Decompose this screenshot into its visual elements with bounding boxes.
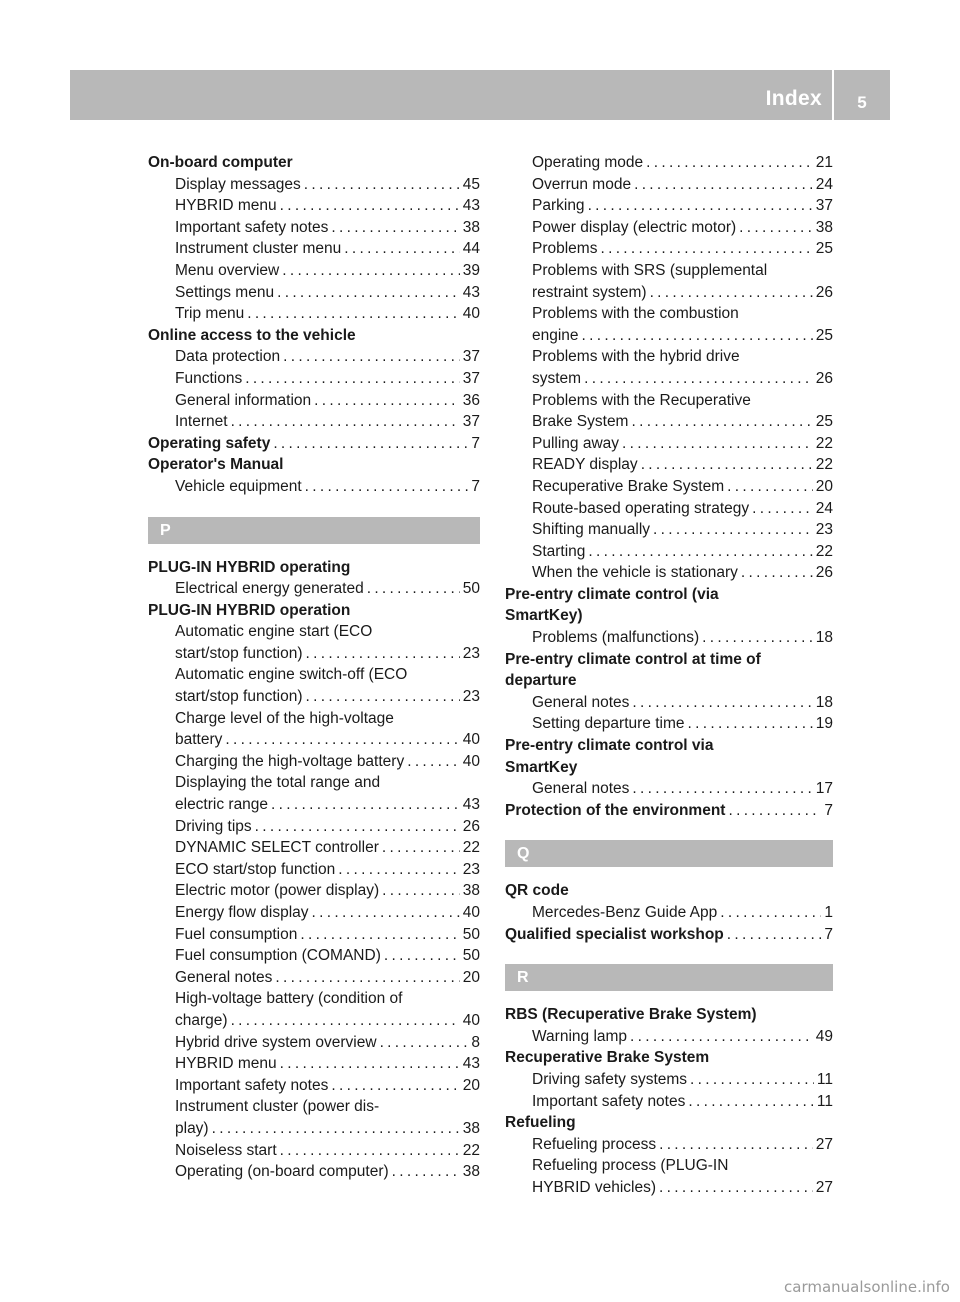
leader-dots [384,945,460,967]
leader-dots [212,1118,460,1140]
header-bar [70,70,832,120]
leader-dots [659,1177,813,1199]
index-subentry[interactable] [148,837,480,859]
entry-label: Refueling process [532,1135,657,1153]
index-subentry[interactable] [148,217,480,239]
page-reference[interactable]: 26 [462,817,480,835]
leader-dots [331,1075,459,1097]
index-subentry[interactable] [505,390,833,433]
index-subentry[interactable] [148,1053,480,1075]
page-reference[interactable]: 7 [471,434,480,452]
index-subentry[interactable] [505,541,833,563]
index-subentry[interactable] [148,1096,480,1139]
leader-dots [271,794,460,816]
entry-label: General notes [532,780,630,798]
index-heading [505,735,833,778]
page-reference[interactable]: 26 [815,564,833,582]
entry-label-cont: play) [175,1119,209,1137]
entry-label: Charge level of the high-voltage [175,709,394,727]
index-subentry[interactable] [505,195,833,217]
page-reference[interactable]: 25 [815,326,833,344]
leader-dots [280,195,460,217]
index-subentry[interactable] [148,238,480,260]
entry-label: Operating (on-board computer) [175,1163,389,1181]
leader-dots [331,217,459,239]
page-reference[interactable]: 26 [815,369,833,387]
page-reference[interactable]: 43 [462,283,480,301]
leader-dots [702,627,813,649]
entry-label: Protection of the environment [505,801,726,819]
entry-label-cont: system [532,369,582,387]
entry-label: Problems with SRS (supplemental [532,261,768,279]
page-reference[interactable]: 37 [462,413,480,431]
page-reference[interactable]: 25 [815,413,833,431]
leader-dots [312,902,460,924]
index-subentry[interactable] [505,627,833,649]
leader-dots [273,433,468,455]
leader-dots [727,924,822,946]
index-subentry[interactable] [148,174,480,196]
entry-label: Refueling [505,1114,576,1132]
index-subentry[interactable] [148,772,480,815]
leader-dots [720,902,821,924]
index-subentry[interactable] [148,303,480,325]
entry-label: Warning lamp [532,1027,628,1045]
index-subentry[interactable] [148,664,480,707]
leader-dots [231,411,460,433]
page-reference[interactable]: 20 [815,477,833,495]
page-reference[interactable]: 23 [815,521,833,539]
leader-dots [392,1161,460,1183]
page-reference[interactable]: 8 [471,1033,480,1051]
entry-label: HYBRID menu [175,197,277,215]
index-column-left [148,152,480,1183]
index-subentry[interactable] [148,1140,480,1162]
entry-label: Charging the high-voltage battery [175,752,405,770]
index-subentry[interactable] [505,519,833,541]
index-subentry[interactable] [148,346,480,368]
page-reference[interactable]: 22 [815,456,833,474]
index-subentry[interactable] [505,1134,833,1156]
page-reference[interactable]: 18 [815,693,833,711]
leader-dots [245,368,460,390]
entry-label: ECO start/stop function [175,860,336,878]
entry-label: Instrument cluster (power dis- [175,1098,380,1116]
page-reference[interactable]: 20 [462,1076,480,1094]
entry-label: High-voltage battery (condition of [175,990,403,1008]
leader-dots [306,643,460,665]
index-heading [505,649,833,692]
entry-label: On-board computer [148,154,293,171]
page-reference[interactable]: 22 [815,542,833,560]
leader-dots [632,778,812,800]
entry-label: Automatic engine switch-off (ECO [175,666,408,684]
index-subentry[interactable] [148,988,480,1031]
index-subentry[interactable] [505,1091,833,1113]
index-subentry[interactable] [148,751,480,773]
entry-label: Menu overview [175,261,280,279]
entry-label: Setting departure time [532,715,685,733]
index-subentry[interactable] [505,476,833,498]
leader-dots [344,238,459,260]
entry-label-cont: battery [175,731,223,749]
entry-label: Overrun mode [532,175,632,193]
entry-label: Data protection [175,348,281,366]
entry-label: Route-based operating strategy [532,499,750,517]
page-reference[interactable]: 37 [462,348,480,366]
leader-dots [282,260,460,282]
entry-label: Settings menu [175,283,275,301]
leader-dots [631,411,812,433]
index-subentry[interactable] [148,859,480,881]
entry-label: Operating mode [532,154,644,171]
entry-label: Problems with the combustion [532,305,739,323]
entry-label: Mercedes-Benz Guide App [532,904,718,921]
leader-dots [314,390,460,412]
page-reference[interactable]: 40 [462,731,480,749]
entry-label: General notes [532,693,630,711]
index-subentry[interactable] [505,303,833,346]
index-subentry[interactable] [148,1075,480,1097]
leader-dots [634,174,813,196]
entry-label: Important safety notes [175,218,329,236]
page-reference[interactable]: 40 [462,752,480,770]
index-heading[interactable] [505,800,833,822]
entry-label: Qualified specialist workshop [505,925,724,943]
page-reference[interactable]: 27 [815,1135,833,1153]
entry-label: Pre-entry climate control (via [505,585,719,603]
entry-label: HYBRID menu [175,1055,277,1073]
entry-label: Automatic engine start (ECO [175,623,373,641]
entry-label: Fuel consumption [175,925,298,943]
entry-label: General notes [175,968,273,986]
entry-label: Electric motor (power display) [175,882,380,900]
index-subentry[interactable] [148,1032,480,1054]
index-subentry[interactable] [505,713,833,735]
entry-label-cont: charge) [175,1011,228,1029]
page-reference[interactable]: 49 [815,1027,833,1045]
index-subentry[interactable] [505,346,833,389]
index-subentry[interactable] [505,1026,833,1048]
entry-label: DYNAMIC SELECT controller [175,839,379,857]
entry-label: Operator's Manual [148,456,284,474]
leader-dots [688,713,813,735]
index-subentry[interactable] [505,454,833,476]
index-subentry[interactable] [505,217,833,239]
index-heading[interactable] [148,433,480,455]
index-heading [148,557,480,579]
page-reference[interactable]: 50 [462,947,480,965]
index-subentry[interactable] [505,152,833,174]
index-subentry[interactable] [148,902,480,924]
entry-label: Important safety notes [532,1092,686,1110]
leader-dots [280,1053,460,1075]
entry-label: Problems [532,240,598,258]
leader-dots [305,476,469,498]
index-subentry[interactable] [505,778,833,800]
page-reference[interactable]: 43 [462,197,480,215]
entry-label-cont: Brake System [532,413,629,431]
page-reference[interactable]: 23 [462,860,480,878]
page-reference[interactable]: 50 [462,580,480,598]
entry-label: General information [175,391,312,409]
leader-dots [622,433,813,455]
page-number: 5 [857,93,867,112]
page-reference[interactable]: 20 [462,968,480,986]
leader-dots [275,967,459,989]
entry-label: Instrument cluster menu [175,240,342,258]
leader-dots [407,751,460,773]
page-reference[interactable]: 22 [462,1141,480,1159]
page-reference[interactable]: 38 [815,218,833,236]
leader-dots [650,282,813,304]
entry-label: Trip menu [175,305,245,323]
index-subentry[interactable] [148,578,480,600]
section-letter-r: R [505,964,833,991]
entry-label: Electrical energy generated [175,580,364,598]
leader-dots [255,816,460,838]
watermark: carmanualsonline.info [784,1278,950,1296]
index-heading[interactable] [505,924,833,946]
entry-label: Pre-entry climate control at time of [505,650,761,668]
leader-dots [338,859,460,881]
page-reference[interactable]: 26 [815,283,833,301]
index-subentry[interactable] [148,282,480,304]
entry-label: Driving safety systems [532,1070,688,1088]
leader-dots [588,195,813,217]
entry-label: READY display [532,456,638,474]
leader-dots [225,729,459,751]
index-heading [148,325,480,347]
entry-label: QR code [505,882,569,900]
page-reference[interactable]: 38 [462,218,480,236]
leader-dots [588,541,812,563]
page-reference[interactable]: 23 [462,644,480,662]
index-subentry[interactable] [148,195,480,217]
entry-label: Internet [175,413,228,431]
section-letter-p: P [148,517,480,544]
page-reference[interactable]: 1 [824,904,833,921]
entry-label: Recuperative Brake System [532,477,725,495]
page-reference[interactable]: 37 [462,369,480,387]
leader-dots [741,562,813,584]
leader-dots [659,1134,813,1156]
index-heading [148,152,480,174]
entry-label: Refueling process (PLUG-IN [532,1157,729,1175]
entry-label: Important safety notes [175,1076,329,1094]
leader-dots [630,1026,813,1048]
entry-label: Driving tips [175,817,252,835]
index-subentry[interactable] [505,238,833,260]
leader-dots [231,1010,460,1032]
leader-dots [727,476,813,498]
index-subentry[interactable] [148,708,480,751]
page-reference[interactable]: 17 [815,780,833,798]
index-subentry[interactable] [148,390,480,412]
entry-label: Problems with the hybrid drive [532,348,740,366]
page-reference[interactable]: 37 [815,197,833,215]
index-heading [505,1047,833,1069]
page-reference[interactable]: 40 [462,305,480,323]
leader-dots [600,238,812,260]
index-subentry[interactable] [505,902,833,924]
leader-dots [752,498,813,520]
leader-dots [653,519,813,541]
page-reference[interactable]: 45 [462,175,480,193]
leader-dots [277,282,460,304]
page-reference[interactable]: 18 [815,629,833,647]
index-subentry[interactable] [148,260,480,282]
index-column-right [505,152,833,1199]
leader-dots [641,454,813,476]
page-title: Index [765,87,822,110]
entry-label: When the vehicle is stationary [532,564,738,582]
page-reference[interactable]: 7 [824,925,833,943]
index-subentry[interactable] [148,621,480,664]
page-reference[interactable]: 38 [462,882,480,900]
leader-dots [584,368,813,390]
page-reference[interactable]: 36 [462,391,480,409]
leader-dots [739,217,813,239]
entry-label-cont: HYBRID vehicles) [532,1178,657,1196]
entry-label: Functions [175,369,243,387]
leader-dots [300,924,459,946]
page-reference[interactable]: 19 [815,715,833,733]
page-reference[interactable]: 24 [815,499,833,517]
page-reference[interactable]: 7 [824,801,833,819]
entry-label-cont: start/stop function) [175,688,303,706]
page-reference[interactable]: 43 [462,1055,480,1073]
leader-dots [688,1091,814,1113]
page-reference[interactable]: 22 [462,839,480,857]
page-reference[interactable]: 44 [462,240,480,258]
index-subentry[interactable] [148,368,480,390]
entry-label: Vehicle equipment [175,477,302,495]
entry-label: Problems (malfunctions) [532,629,700,647]
leader-dots [382,837,460,859]
index-heading [505,880,833,902]
page-reference[interactable]: 24 [815,175,833,193]
entry-label: Problems with the Recuperative [532,391,751,409]
index-subentry[interactable] [148,411,480,433]
entry-label: Pre-entry climate control via [505,737,714,755]
entry-label-cont: electric range [175,796,269,814]
entry-label: Fuel consumption (COMAND) [175,947,381,965]
index-subentry[interactable] [148,1161,480,1183]
page-reference[interactable]: 40 [462,1011,480,1029]
entry-label: PLUG-IN HYBRID operation [148,601,351,619]
page-reference[interactable]: 7 [471,477,480,495]
page-reference[interactable]: 11 [816,1092,833,1110]
page-reference[interactable]: 23 [462,688,480,706]
entry-label-cont: SmartKey [505,758,578,776]
index-subentry[interactable] [505,692,833,714]
entry-label: Pulling away [532,434,620,452]
page-reference[interactable]: 38 [462,1119,480,1137]
entry-label-cont: restraint system) [532,283,647,301]
entry-label: Noiseless start [175,1141,277,1159]
index-subentry[interactable] [148,476,480,498]
leader-dots [283,346,460,368]
page-reference[interactable]: 22 [815,434,833,452]
index-subentry[interactable] [505,562,833,584]
leader-dots [306,686,460,708]
index-heading [148,454,480,476]
entry-label: Hybrid drive system overview [175,1033,377,1051]
index-subentry[interactable] [505,1069,833,1091]
page-reference[interactable]: 39 [462,261,480,279]
page-reference[interactable]: 40 [462,904,480,921]
entry-label: Online access to the vehicle [148,326,356,344]
leader-dots [367,578,460,600]
index-heading [148,600,480,622]
index-subentry[interactable] [148,945,480,967]
index-subentry[interactable] [148,816,480,838]
page-reference[interactable]: 21 [815,154,833,171]
entry-label: Power display (electric motor) [532,218,737,236]
leader-dots [582,325,813,347]
leader-dots [728,800,821,822]
index-subentry[interactable] [148,967,480,989]
index-subentry[interactable] [505,433,833,455]
page-reference[interactable]: 43 [462,796,480,814]
entry-label-cont: engine [532,326,579,344]
index-subentry[interactable] [148,924,480,946]
index-subentry[interactable] [505,260,833,303]
leader-dots [304,174,460,196]
entry-label-cont: SmartKey) [505,607,583,625]
page-reference[interactable]: 27 [815,1178,833,1196]
entry-label: Energy flow display [175,904,309,921]
index-heading [505,584,833,627]
entry-label: Display messages [175,175,301,193]
leader-dots [632,692,812,714]
page-reference[interactable]: 50 [462,925,480,943]
entry-label: Displaying the total range and [175,774,381,792]
page-reference[interactable]: 38 [462,1163,480,1181]
entry-label: Parking [532,197,585,215]
leader-dots [646,152,813,174]
index-subentry[interactable] [505,174,833,196]
leader-dots [380,1032,469,1054]
index-subentry[interactable] [505,498,833,520]
page-reference[interactable]: 25 [815,240,833,258]
entry-label-cont: start/stop function) [175,644,303,662]
entry-label: Recuperative Brake System [505,1049,710,1067]
index-subentry[interactable] [148,880,480,902]
page-number-box [834,70,890,120]
leader-dots [690,1069,814,1091]
page-reference[interactable]: 11 [816,1070,833,1088]
entry-label: PLUG-IN HYBRID operating [148,558,351,576]
entry-label: Shifting manually [532,521,651,539]
entry-label: Starting [532,542,586,560]
section-letter-q: Q [505,840,833,867]
index-heading [505,1004,833,1026]
entry-label: Operating safety [148,434,271,452]
leader-dots [247,303,460,325]
index-heading [505,1112,833,1134]
entry-label: RBS (Recuperative Brake System) [505,1006,757,1024]
leader-dots [382,880,460,902]
leader-dots [280,1140,460,1162]
entry-label-cont: departure [505,672,577,690]
index-subentry[interactable] [505,1155,833,1198]
